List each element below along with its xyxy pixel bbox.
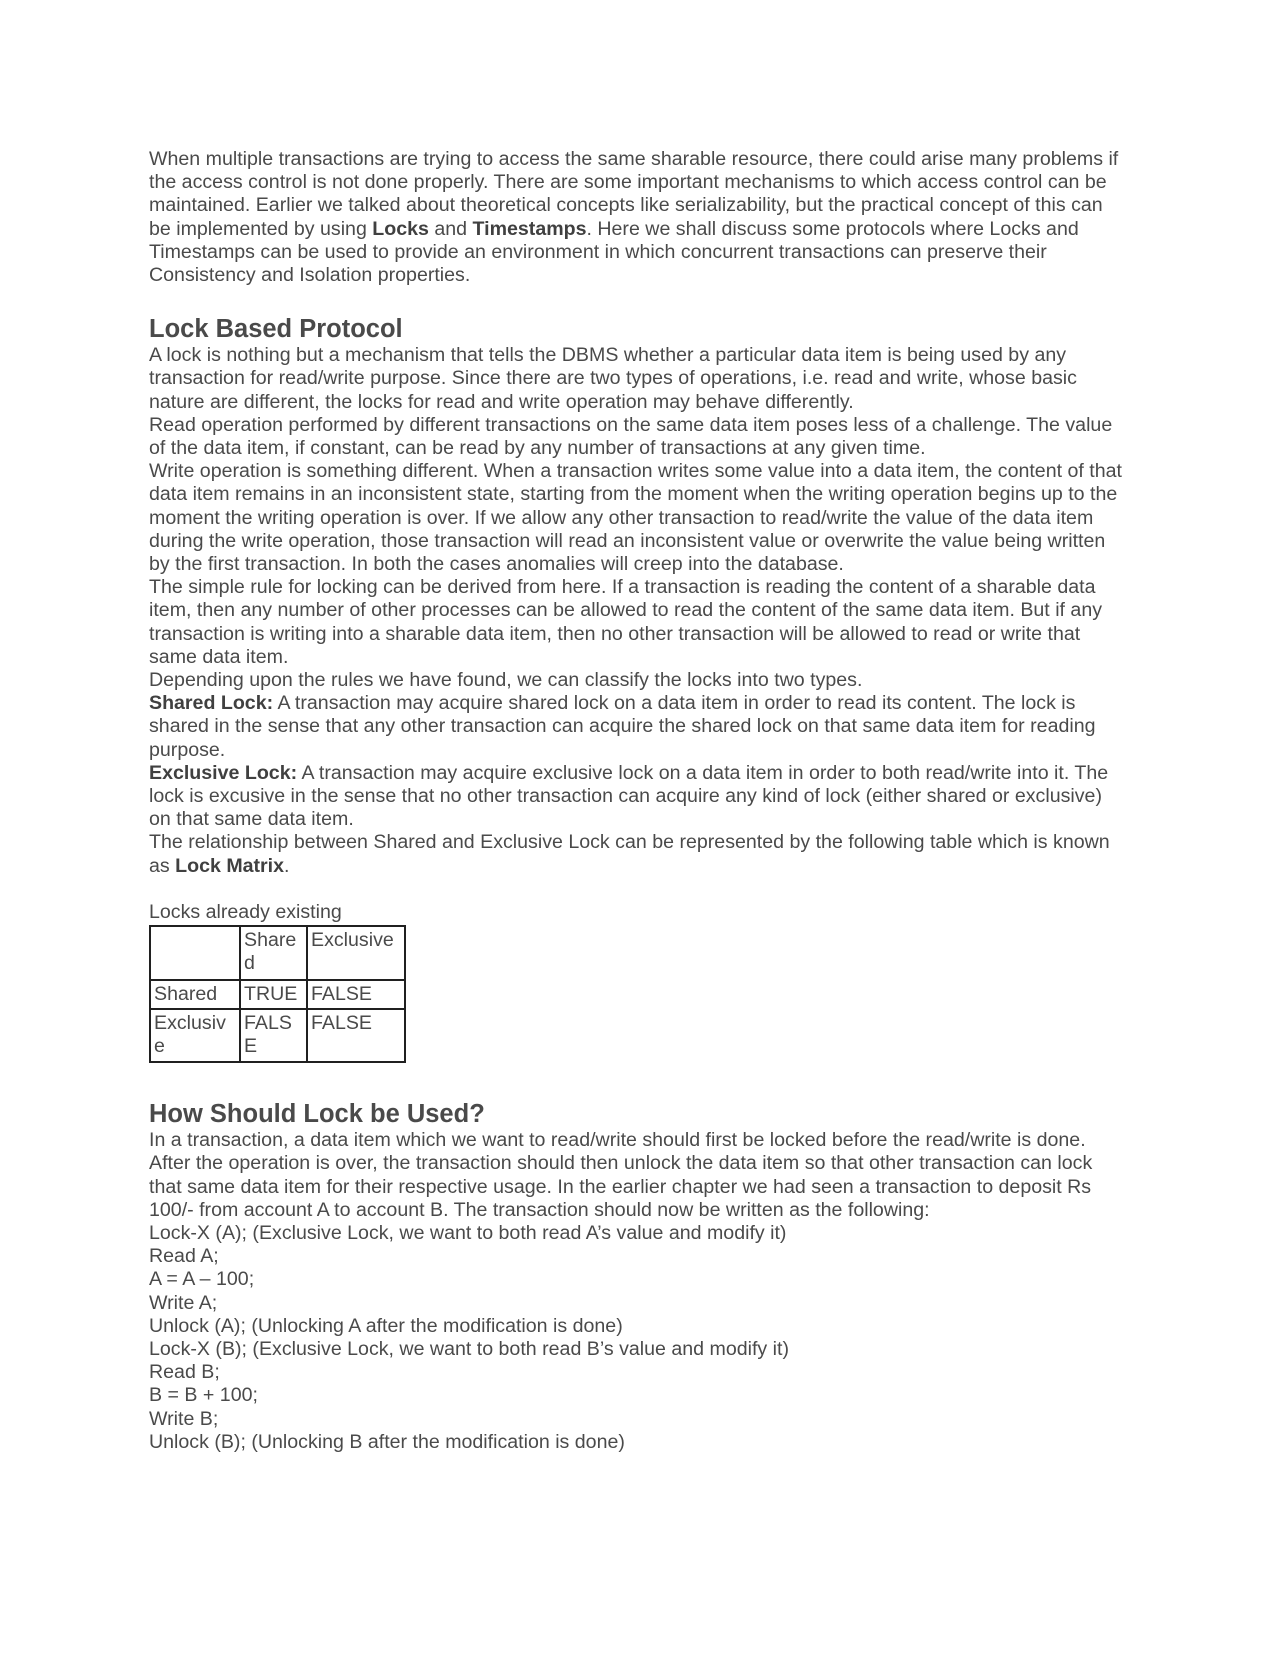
- lock-types-intro-paragraph: Depending upon the rules we have found, we can classify the locks into two types.: [149, 669, 863, 692]
- blank-line: [149, 878, 1129, 901]
- exclusive-lock-text: A transaction may acquire exclusive lock on a data item in order to both read/write into it. The lock is excusive in the sense that no other transaction can acquire any kind of lock (either shared or exclusive) on that same data item.: [149, 761, 1109, 831]
- locking-rule-paragraph: The simple rule for locking can be derived from here. If a transaction is reading the content of a sharable data item, then any number of other processes can be allowed to read the content of the same data item. But if any transaction is writing into a sharable data item, then no other transaction will be allowed to read or write that same data item.: [149, 576, 1103, 668]
- table-cell: TRUE: [240, 980, 307, 1009]
- table-row: [150, 926, 405, 980]
- code-line: Write B;: [149, 1407, 219, 1430]
- code-line: B = B + 100;: [149, 1384, 258, 1407]
- lock-matrix-table: [149, 925, 406, 1063]
- exclusive-lock-label: Exclusive Lock:: [149, 761, 298, 784]
- lock-matrix-term: Lock Matrix: [175, 854, 285, 877]
- code-line: A = A – 100;: [149, 1268, 255, 1291]
- table-cell: FALSE: [307, 980, 405, 1009]
- document-body: [149, 148, 1129, 1454]
- intro-text-1: When multiple transactions are trying to access the same sharable resource, there could arise many problems if the access control is not done properly. There are some important mechanisms to which access control can be maintained. Earlier we talked about theoretical concepts like serializability, but the practical concept of this can be implemented by using: [149, 148, 1119, 240]
- read-operation-paragraph: Read operation performed by different transactions on the same data item poses less of a challenge. The value of the data item, if constant, can be read by any number of transactions at any given time.: [149, 413, 1113, 460]
- shared-lock-paragraph: [149, 692, 1129, 762]
- code-line: Read A;: [149, 1245, 219, 1268]
- write-operation-paragraph: Write operation is something different. When a transaction writes some value into a data item, the content of that data item remains in an inconsistent state, starting from the moment when the writing operation begins up to the moment the writing operation is over. If we allow any other transaction to read/write the value of the data item during the write operation, those transaction will read an inconsistent value or overwrite the value being written by the first transaction. In both the cases anomalies will creep into the database.: [149, 460, 1122, 576]
- code-line: Read B;: [149, 1361, 220, 1384]
- intro-bold-timestamps: Timestamps: [472, 217, 587, 240]
- table-cell: Shared: [150, 980, 240, 1009]
- code-line: Lock-X (A); (Exclusive Lock, we want to both read A’s value and modify it): [149, 1221, 787, 1244]
- transaction-code-block: [149, 1222, 1129, 1454]
- table-cell: Exclusive: [307, 926, 405, 980]
- lock-matrix-caption: Locks already existing: [149, 900, 342, 923]
- lock-based-protocol-heading: Lock Based Protocol: [149, 315, 403, 344]
- lock-usage-paragraph: In a transaction, a data item which we want to read/write should first be locked before the read/write is done. After the operation is over, the transaction should then unlock the data item so that other transaction can lock that same data item for their respective usage. In the earlier chapter we had seen a transaction to deposit Rs 100/- from account A to account B. The transaction should now be written as the following:: [149, 1129, 1093, 1221]
- code-line: Unlock (B); (Unlocking B after the modification is done): [149, 1430, 625, 1453]
- table-cell: Exclusive: [150, 1009, 240, 1062]
- code-line: Unlock (A); (Unlocking A after the modification is done): [149, 1314, 623, 1337]
- table-row: [150, 1009, 405, 1062]
- table-row: [150, 980, 405, 1009]
- shared-lock-text: A transaction may acquire shared lock on a data item in order to read its content. The lock is shared in the sense that any other transaction can acquire the shared lock on that same data item for reading purpose.: [149, 692, 1096, 761]
- intro-text-2: and: [428, 217, 473, 240]
- table-cell: Shared: [240, 926, 307, 980]
- intro-paragraph: [149, 148, 1129, 287]
- shared-lock-label: Shared Lock:: [149, 692, 274, 715]
- how-should-lock-be-used-heading: How Should Lock be Used?: [149, 1100, 485, 1129]
- lock-matrix-intro-paragraph: [149, 831, 1129, 877]
- table-cell: FALSE: [307, 1009, 405, 1062]
- lock-definition-paragraph: A lock is nothing but a mechanism that tells the DBMS whether a particular data item is being used by any transaction for read/write purpose. Since there are two types of operations, i.e. read and write, whose basic nature are different, the locks for read and write operation may behave differently.: [149, 344, 1077, 413]
- table-cell: FALSE: [240, 1009, 307, 1062]
- lock-matrix-intro-end: .: [284, 854, 290, 877]
- code-line: Write A;: [149, 1291, 218, 1314]
- lock-matrix-intro-text: The relationship between Shared and Exclusive Lock can be represented by the following table which is known as: [149, 831, 1110, 877]
- table-cell: [150, 926, 240, 980]
- intro-bold-locks: Locks: [372, 217, 429, 240]
- code-line: Lock-X (B); (Exclusive Lock, we want to both read B’s value and modify it): [149, 1337, 789, 1360]
- exclusive-lock-paragraph: [149, 762, 1129, 832]
- intro-text-3: . Here we shall discuss some protocols where Locks and Timestamps can be used to provide an environment in which concurrent transactions can preserve their Consistency and Isolation properties.: [149, 217, 1079, 287]
